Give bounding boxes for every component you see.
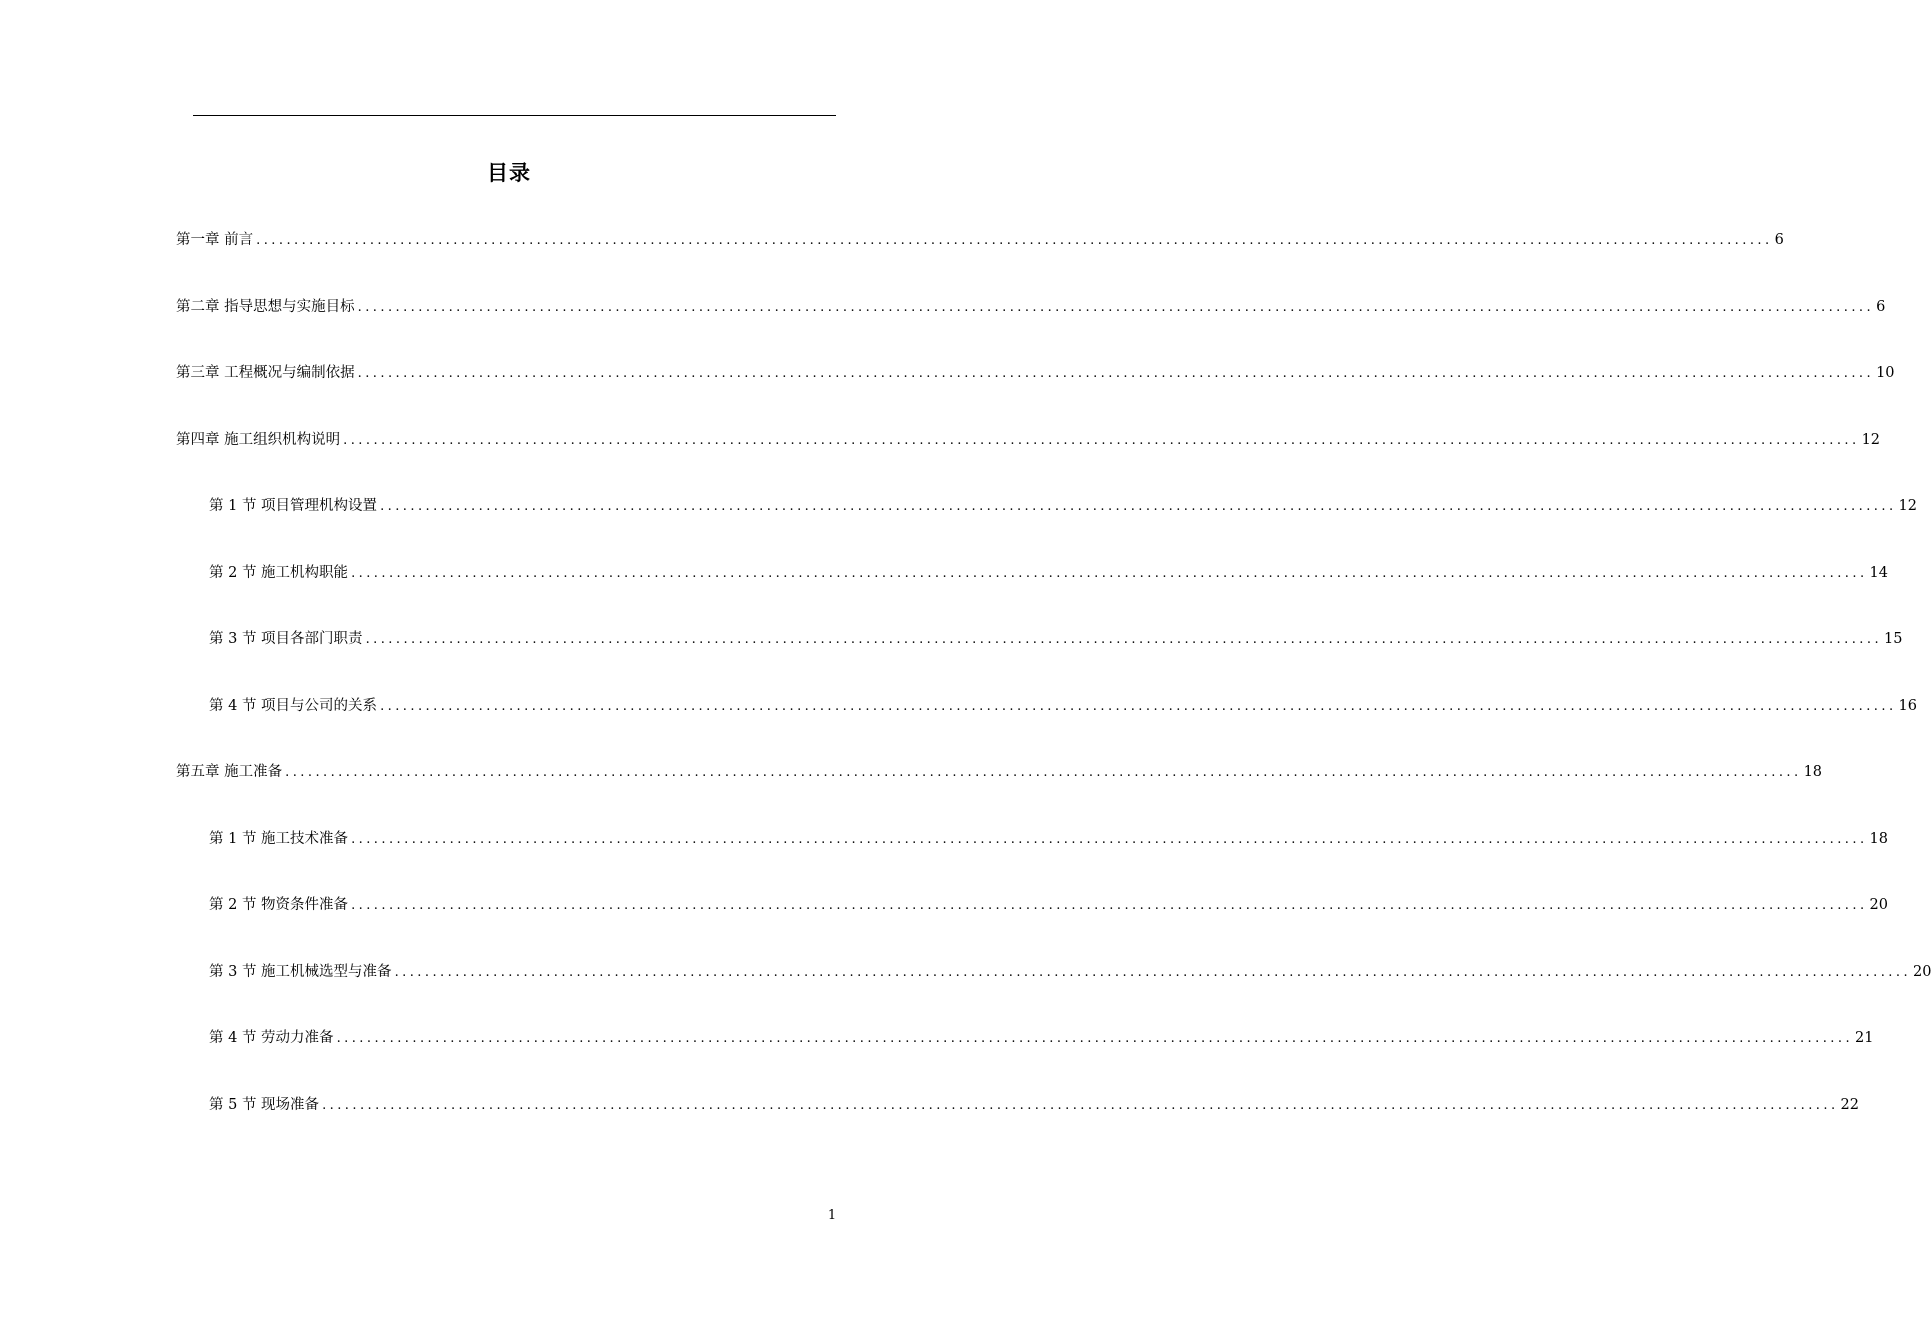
toc-entry-chapter-3[interactable] bbox=[176, 362, 1895, 384]
toc-entry-section-5-5[interactable] bbox=[209, 1094, 1859, 1116]
toc-title: 目录 bbox=[487, 161, 531, 185]
dot-leader: ........................................................................................................................................................................................................ bbox=[365, 632, 1883, 647]
toc-entry-section-4-4[interactable] bbox=[209, 695, 1917, 717]
dot-leader: ........................................................................................................................................................................................................ bbox=[380, 699, 1897, 714]
toc-entry-page: 12 bbox=[1898, 498, 1917, 514]
toc-entry-section-5-3[interactable] bbox=[209, 961, 1931, 983]
dot-leader: ........................................................................................................................................................................................................ bbox=[285, 765, 1802, 780]
dot-leader: ........................................................................................................................................................................................................ bbox=[394, 965, 1912, 980]
toc-entry-chapter-4[interactable] bbox=[176, 429, 1881, 451]
toc-entry-page: 22 bbox=[1840, 1097, 1859, 1113]
dot-leader: ........................................................................................................................................................................................................ bbox=[343, 433, 1860, 448]
toc-entry-section-5-4[interactable] bbox=[209, 1027, 1874, 1049]
toc-entry-page: 6 bbox=[1774, 232, 1784, 248]
toc-entry-page: 6 bbox=[1876, 299, 1886, 315]
dot-leader: ........................................................................................................................................................................................................ bbox=[336, 1031, 1854, 1046]
toc-entry-label: 第 3 节 项目各部门职责 bbox=[209, 631, 363, 647]
toc-entry-page: 14 bbox=[1869, 565, 1888, 581]
toc-entry-page: 21 bbox=[1855, 1030, 1874, 1046]
dot-leader: ........................................................................................................................................................................................................ bbox=[256, 233, 1773, 248]
toc-entry-section-5-1[interactable] bbox=[209, 828, 1888, 850]
toc-entry-page: 10 bbox=[1876, 365, 1895, 381]
toc-entry-section-4-3[interactable] bbox=[209, 628, 1903, 650]
dot-leader: ........................................................................................................................................................................................................ bbox=[357, 366, 1875, 381]
toc-entry-chapter-5[interactable] bbox=[176, 761, 1823, 783]
toc-entry-section-5-2[interactable] bbox=[209, 894, 1888, 916]
toc-entry-section-4-1[interactable] bbox=[209, 495, 1917, 517]
dot-leader: ........................................................................................................................................................................................................ bbox=[357, 300, 1875, 315]
toc-entry-label: 第二章 指导思想与实施目标 bbox=[176, 299, 355, 315]
toc-entry-page: 18 bbox=[1803, 764, 1823, 780]
toc-entry-label: 第 3 节 施工机械选型与准备 bbox=[209, 964, 392, 980]
toc-entry-label: 第 4 节 项目与公司的关系 bbox=[209, 698, 378, 714]
toc-entry-chapter-2[interactable] bbox=[176, 296, 1886, 318]
toc-entry-page: 12 bbox=[1861, 432, 1881, 448]
toc-entry-label: 第 2 节 施工机构职能 bbox=[209, 565, 349, 581]
toc-entry-label: 第三章 工程概况与编制依据 bbox=[176, 365, 355, 381]
toc-entry-section-4-2[interactable] bbox=[209, 562, 1888, 584]
toc-entry-label: 第四章 施工组织机构说明 bbox=[176, 432, 341, 448]
toc-entry-label: 第 2 节 物资条件准备 bbox=[209, 897, 349, 913]
toc-entry-label: 第五章 施工准备 bbox=[176, 764, 283, 780]
dot-leader: ........................................................................................................................................................................................................ bbox=[380, 499, 1897, 514]
toc-entry-page: 20 bbox=[1869, 897, 1888, 913]
toc-entry-chapter-1[interactable] bbox=[176, 229, 1784, 251]
toc-entry-label: 第 1 节 项目管理机构设置 bbox=[209, 498, 378, 514]
dot-leader: ........................................................................................................................................................................................................ bbox=[351, 832, 1868, 847]
toc-entry-label: 第一章 前言 bbox=[176, 232, 254, 248]
toc-entry-page: 15 bbox=[1884, 631, 1903, 647]
toc-entry-page: 16 bbox=[1898, 698, 1917, 714]
dot-leader: ........................................................................................................................................................................................................ bbox=[351, 566, 1868, 581]
toc-entry-page: 20 bbox=[1913, 964, 1931, 980]
dot-leader: ........................................................................................................................................................................................................ bbox=[351, 898, 1868, 913]
dot-leader: ........................................................................................................................................................................................................ bbox=[322, 1098, 1839, 1113]
header-rule bbox=[193, 115, 836, 116]
toc-entry-label: 第 4 节 劳动力准备 bbox=[209, 1030, 334, 1046]
toc-entry-label: 第 5 节 现场准备 bbox=[209, 1097, 320, 1113]
page-number: 1 bbox=[827, 1208, 837, 1223]
toc-entry-label: 第 1 节 施工技术准备 bbox=[209, 831, 349, 847]
toc-entry-page: 18 bbox=[1869, 831, 1888, 847]
